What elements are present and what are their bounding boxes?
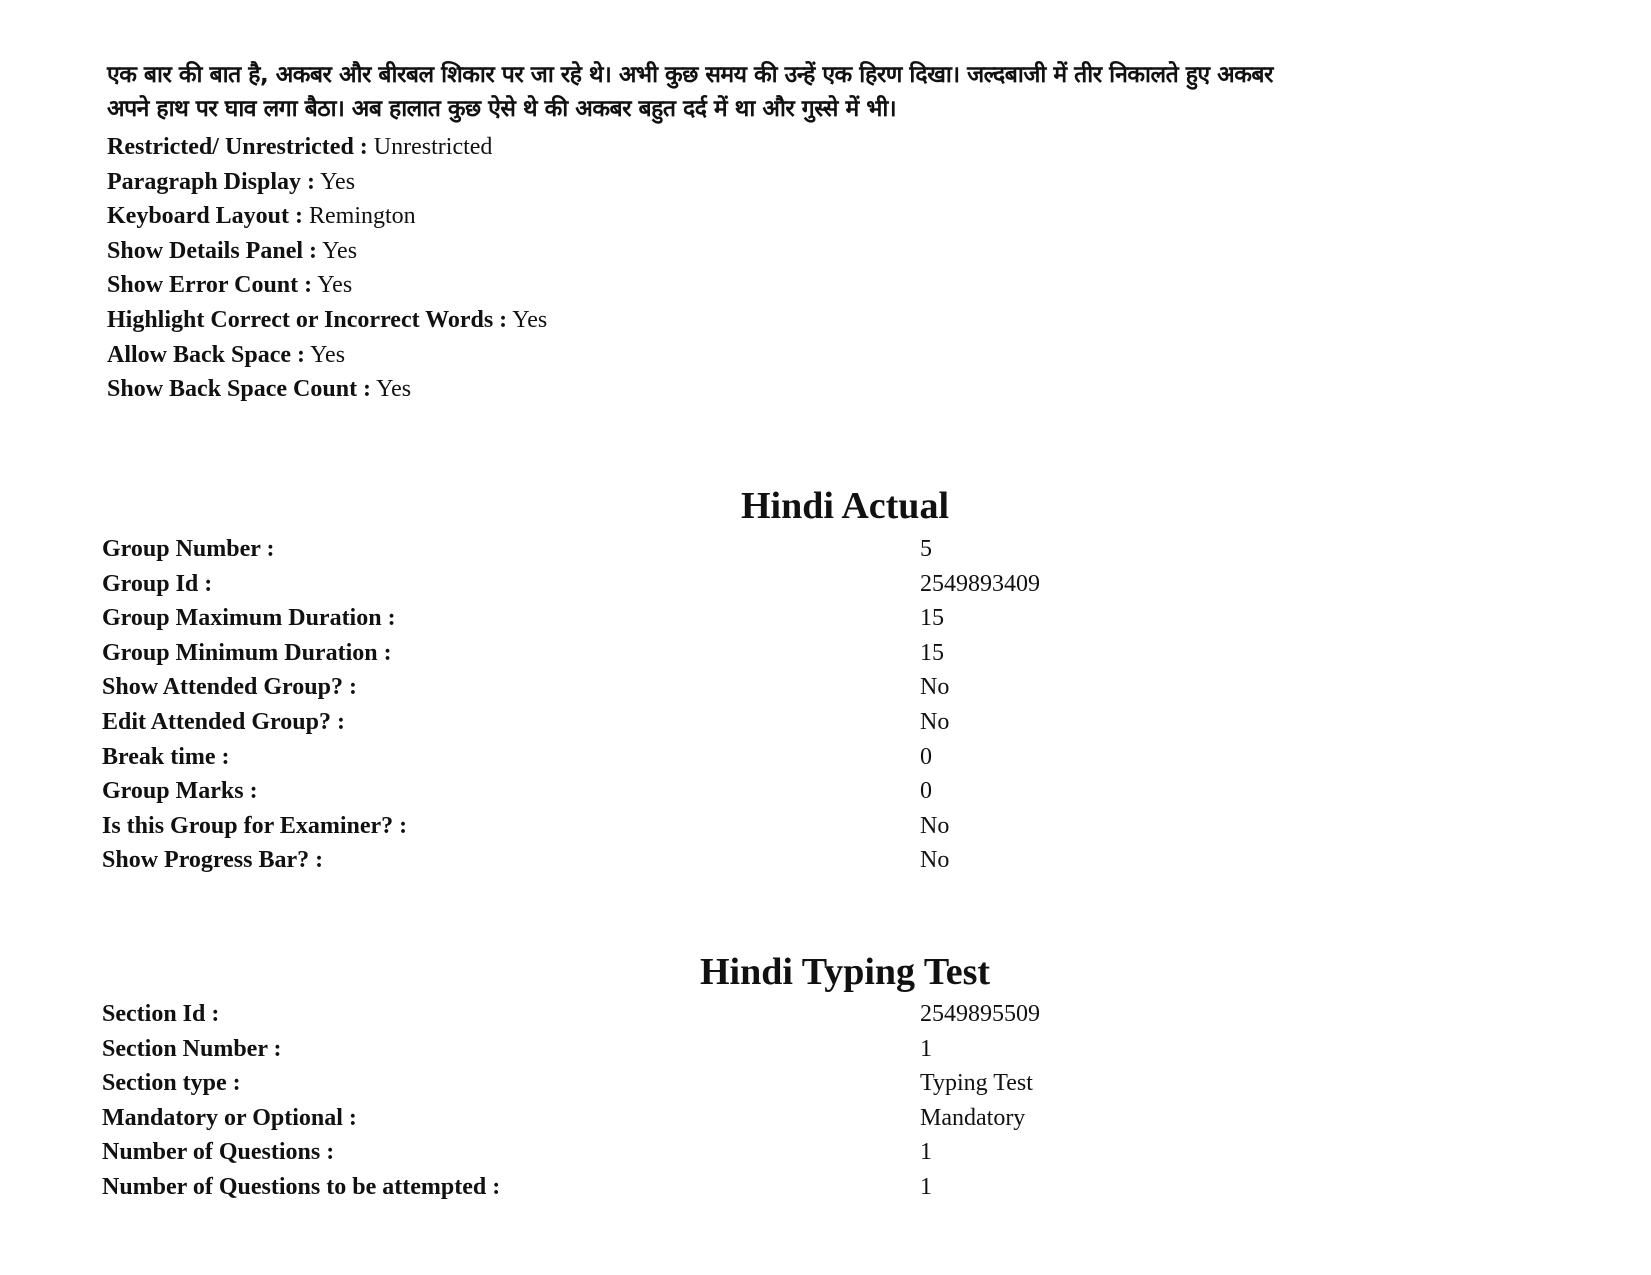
section-label: Section Id : bbox=[102, 1001, 220, 1027]
section-label: Section type : bbox=[102, 1070, 241, 1097]
group-value: No bbox=[920, 847, 950, 874]
setting-value: Remington bbox=[309, 203, 416, 230]
section-value: Mandatory bbox=[920, 1104, 1026, 1131]
setting-show-details-panel bbox=[107, 234, 547, 269]
setting-keyboard-layout bbox=[107, 199, 547, 234]
setting-label: Paragraph Display : bbox=[107, 168, 316, 195]
passage-line: अपने हाथ पर घाव लगा बैठा। अब हालात कुछ ऐसे थे की अकबर बहुत दर्द में था और गुस्से में भी। bbox=[107, 96, 897, 122]
setting-restricted bbox=[107, 130, 547, 165]
setting-label: Show Back Space Count : bbox=[107, 376, 372, 403]
section-row-questions bbox=[102, 1135, 932, 1170]
setting-value: Yes bbox=[512, 306, 548, 333]
group-label: Group Number : bbox=[102, 536, 275, 562]
setting-label: Keyboard Layout : bbox=[107, 203, 304, 230]
setting-value: Unrestricted bbox=[373, 134, 493, 160]
section-label: Mandatory or Optional : bbox=[102, 1104, 357, 1131]
typing-settings-list bbox=[107, 130, 547, 407]
group-label: Show Progress Bar? : bbox=[102, 847, 324, 874]
group-label: Group Marks : bbox=[102, 778, 258, 805]
group-row-progress-bar bbox=[102, 843, 950, 878]
group-value: 15 bbox=[920, 639, 944, 666]
section-label: Number of Questions to be attempted : bbox=[102, 1173, 501, 1200]
section-label: Section Number : bbox=[102, 1035, 282, 1062]
setting-value: Yes bbox=[317, 272, 353, 299]
setting-value: Yes bbox=[376, 376, 412, 403]
section-details-table bbox=[102, 997, 1040, 1205]
group-value: 5 bbox=[920, 536, 932, 562]
setting-value: Yes bbox=[322, 237, 358, 264]
group-row-max-duration bbox=[102, 601, 944, 636]
section-value: 2549895509 bbox=[920, 1001, 1040, 1027]
section-value: 1 bbox=[920, 1139, 932, 1166]
setting-label: Show Error Count : bbox=[107, 272, 313, 299]
section-row-type bbox=[102, 1066, 1033, 1101]
group-row-break-time bbox=[102, 740, 932, 775]
setting-label: Allow Back Space : bbox=[107, 341, 305, 368]
group-row-examiner bbox=[102, 809, 950, 844]
group-label: Group Maximum Duration : bbox=[102, 605, 396, 632]
section-row-mandatory bbox=[102, 1101, 1026, 1136]
setting-paragraph-display bbox=[107, 165, 547, 200]
section-label: Number of Questions : bbox=[102, 1139, 335, 1166]
group-value: No bbox=[920, 708, 950, 735]
group-value: 2549893409 bbox=[920, 570, 1040, 597]
section-title: Hindi Typing Test bbox=[699, 951, 991, 993]
section-value: 1 bbox=[920, 1173, 932, 1200]
section-value: Typing Test bbox=[920, 1070, 1033, 1097]
group-label: Group Minimum Duration : bbox=[102, 639, 392, 666]
group-details-table bbox=[102, 532, 1040, 878]
group-value: 0 bbox=[920, 743, 932, 770]
typing-passage bbox=[107, 58, 1577, 126]
setting-label: Show Details Panel : bbox=[107, 237, 317, 264]
group-label: Break time : bbox=[102, 743, 230, 770]
group-row-marks bbox=[102, 774, 932, 809]
setting-label: Highlight Correct or Incorrect Words : bbox=[107, 306, 508, 333]
group-value: 15 bbox=[920, 605, 944, 632]
group-label: Group Id : bbox=[102, 570, 213, 597]
section-row-questions-attempted bbox=[102, 1170, 932, 1205]
setting-show-error-count bbox=[107, 268, 547, 303]
setting-value: Yes bbox=[320, 168, 356, 195]
section-row-id bbox=[102, 997, 1040, 1032]
passage-line: एक बार की बात है, अकबर और बीरबल शिकार पर जा रहे थे। अभी कुछ समय की उन्हें एक हिरण दिखा। जल्दबाजी में तीर निकालते हुए अकबर bbox=[107, 62, 1273, 88]
group-row-number bbox=[102, 532, 932, 567]
group-value: No bbox=[920, 674, 950, 701]
group-row-edit-attended bbox=[102, 705, 950, 740]
section-row-number bbox=[102, 1032, 932, 1067]
setting-allow-back-space bbox=[107, 338, 547, 373]
setting-highlight-words bbox=[107, 303, 547, 338]
group-value: 0 bbox=[920, 778, 932, 805]
setting-show-back-space-count bbox=[107, 372, 547, 407]
group-row-id bbox=[102, 567, 1040, 602]
section-value: 1 bbox=[920, 1035, 932, 1062]
group-title: Hindi Actual bbox=[741, 485, 949, 527]
group-value: No bbox=[920, 812, 950, 839]
group-label: Show Attended Group? : bbox=[102, 674, 357, 701]
group-row-show-attended bbox=[102, 670, 950, 705]
setting-value: Yes bbox=[310, 341, 346, 368]
group-row-min-duration bbox=[102, 636, 944, 671]
group-label: Is this Group for Examiner? : bbox=[102, 812, 408, 839]
group-label: Edit Attended Group? : bbox=[102, 708, 345, 735]
setting-label: Restricted/ Unrestricted : bbox=[107, 134, 368, 160]
